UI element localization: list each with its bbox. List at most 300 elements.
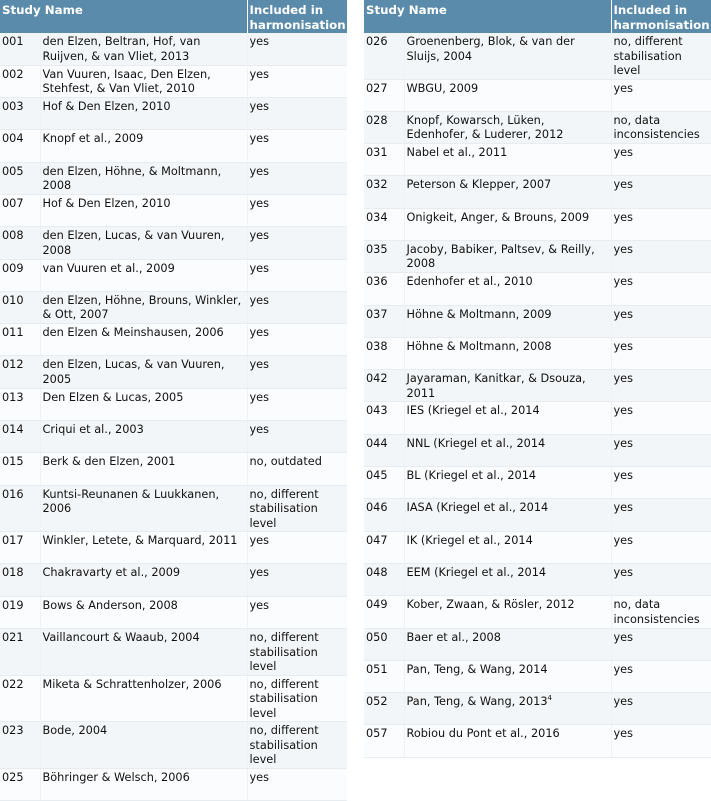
study-id-text: 048 [366, 565, 388, 579]
included-cell [247, 98, 347, 130]
study-id-text: 004 [2, 132, 24, 146]
included-cell [611, 531, 711, 563]
study-name-text: IK (Kriegel et al., 2014 [406, 533, 533, 547]
included-text: yes [613, 372, 634, 386]
included-cell [247, 675, 347, 722]
table-row [364, 499, 711, 531]
study-id-text: 011 [2, 326, 24, 340]
table-row [0, 324, 347, 356]
study-name-text: Robiou du Pont et al., 2016 [406, 727, 560, 741]
study-name-text: den Elzen, Höhne, & Moltmann, 2008 [42, 164, 222, 193]
study-id-text: 026 [366, 35, 388, 48]
study-id-cell [364, 563, 404, 595]
table-row [0, 421, 347, 453]
included-cell [611, 305, 711, 337]
study-id-cell [0, 65, 40, 97]
study-id-text: 003 [2, 100, 24, 114]
table-row [364, 563, 711, 595]
study-name-text: Höhne & Moltmann, 2008 [406, 339, 552, 353]
table-row [364, 176, 711, 208]
study-name-header[interactable]: Study Name [364, 0, 611, 33]
table-row [0, 485, 347, 532]
included-cell [247, 629, 347, 676]
study-id-cell [364, 434, 404, 466]
included-cell [247, 130, 347, 162]
included-header[interactable]: Included in harmonisation [611, 0, 711, 33]
study-id-cell [364, 208, 404, 240]
study-id-text: 057 [366, 727, 388, 741]
study-id-text: 019 [2, 598, 24, 612]
study-id-text: 037 [366, 307, 388, 321]
study-name-text: den Elzen, Beltran, Hof, van Ruijven, & van Vliet, 2013 [42, 35, 201, 63]
study-name-text: van Vuuren et al., 2009 [42, 261, 175, 275]
study-name-text: Winkler, Letete, & Marquard, 2011 [42, 534, 238, 548]
table-row [364, 725, 711, 757]
study-id-text: 052 [366, 695, 388, 709]
study-id-text: 002 [2, 67, 24, 81]
included-text: no, different stabilisation level [249, 487, 319, 530]
study-name-cell [404, 596, 611, 628]
included-cell [611, 628, 711, 660]
study-name-text: Groenenberg, Blok, & van der Sluijs, 2004 [406, 35, 575, 63]
included-text: yes [249, 770, 270, 784]
table-row [364, 596, 711, 628]
study-id-text: 051 [366, 662, 388, 676]
study-name-cell [40, 33, 247, 65]
study-name-text: Höhne & Moltmann, 2009 [406, 307, 552, 321]
study-id-cell [364, 467, 404, 499]
study-id-cell [364, 531, 404, 563]
study-name-cell [404, 402, 611, 434]
study-id-text: 009 [2, 261, 24, 275]
included-cell [611, 660, 711, 692]
study-name-cell [40, 194, 247, 226]
included-cell [611, 467, 711, 499]
table-row [0, 453, 347, 485]
included-cell [611, 337, 711, 369]
study-id-text: 018 [2, 566, 24, 580]
study-name-text: Pan, Teng, & Wang, 2013 [406, 695, 548, 709]
study-name-cell [40, 259, 247, 291]
study-name-text: Den Elzen & Lucas, 2005 [42, 390, 184, 404]
study-name-text: Jayaraman, Kanitkar, & Dsouza, 2011 [406, 372, 586, 400]
included-text: yes [249, 67, 270, 81]
table-row [364, 402, 711, 434]
study-name-cell [40, 356, 247, 388]
table-row [0, 768, 347, 800]
study-name-text: Bode, 2004 [42, 724, 108, 738]
study-name-cell [404, 111, 611, 143]
study-name-cell [40, 564, 247, 596]
study-name-text: Berk & den Elzen, 2001 [42, 455, 176, 469]
study-name-cell [40, 596, 247, 628]
included-cell [247, 421, 347, 453]
table-row [0, 130, 347, 162]
study-id-cell [364, 628, 404, 660]
table-row [0, 227, 347, 259]
study-id-cell [0, 324, 40, 356]
study-name-text: Baer et al., 2008 [406, 630, 501, 644]
included-cell [611, 111, 711, 143]
included-cell [247, 259, 347, 291]
included-text: yes [613, 727, 634, 741]
study-name-cell [404, 208, 611, 240]
included-text: yes [249, 35, 270, 48]
included-text: yes [613, 533, 634, 547]
study-id-text: 038 [366, 339, 388, 353]
study-id-cell [364, 660, 404, 692]
study-name-text: Vaillancourt & Waaub, 2004 [42, 631, 200, 645]
study-name-cell [40, 324, 247, 356]
study-id-text: 017 [2, 534, 24, 548]
study-name-cell [40, 629, 247, 676]
study-name-cell [40, 130, 247, 162]
study-id-cell [364, 305, 404, 337]
study-id-cell [0, 596, 40, 628]
included-text: yes [613, 178, 634, 192]
study-name-text: Hof & Den Elzen, 2010 [42, 100, 171, 114]
included-text: yes [249, 164, 270, 178]
study-id-cell [0, 532, 40, 564]
study-name-header[interactable]: Study Name [0, 0, 247, 33]
study-id-cell [0, 130, 40, 162]
included-text: yes [249, 423, 270, 437]
study-name-text: Nabel et al., 2011 [406, 146, 508, 160]
study-name-cell [404, 144, 611, 176]
study-name-text: Chakravarty et al., 2009 [42, 566, 181, 580]
study-id-cell [0, 453, 40, 485]
study-id-text: 016 [2, 487, 24, 501]
included-text: yes [613, 307, 634, 321]
study-id-cell [0, 33, 40, 65]
study-name-cell [40, 532, 247, 564]
included-cell [247, 194, 347, 226]
study-name-text: Jacoby, Babiker, Paltsev, & Reilly, 2008 [406, 242, 595, 271]
study-id-text: 034 [366, 210, 388, 224]
included-cell [247, 564, 347, 596]
study-id-cell [0, 388, 40, 420]
included-text: yes [613, 501, 634, 515]
included-cell [611, 273, 711, 305]
study-id-text: 021 [2, 631, 24, 645]
included-cell [247, 768, 347, 800]
included-text: no, outdated [249, 455, 322, 469]
study-id-cell [364, 240, 404, 272]
study-name-cell [404, 79, 611, 111]
table-body-right [364, 33, 711, 757]
table-row [0, 291, 347, 323]
included-cell [611, 79, 711, 111]
study-name-cell [40, 162, 247, 194]
included-text: yes [249, 326, 270, 340]
study-name-text: IES (Kriegel et al., 2014 [406, 404, 540, 418]
study-name-cell [40, 291, 247, 323]
study-name-cell [404, 434, 611, 466]
included-text: yes [613, 339, 634, 353]
included-cell [611, 693, 711, 725]
study-name-cell [404, 467, 611, 499]
included-cell [611, 499, 711, 531]
study-name-cell [40, 453, 247, 485]
included-cell [611, 33, 711, 79]
study-id-text: 028 [366, 113, 388, 127]
included-cell [611, 240, 711, 272]
included-cell [247, 291, 347, 323]
study-id-cell [364, 337, 404, 369]
study-id-text: 012 [2, 358, 24, 372]
included-cell [247, 532, 347, 564]
study-id-cell [364, 402, 404, 434]
study-id-cell [364, 725, 404, 757]
included-text: yes [249, 598, 270, 612]
study-id-text: 035 [366, 242, 388, 256]
included-text: no, different stabilisation level [249, 631, 319, 674]
table-row [364, 467, 711, 499]
study-id-text: 014 [2, 423, 24, 437]
study-name-text: EEM (Kriegel et al., 2014 [406, 565, 547, 579]
study-id-text: 023 [2, 724, 24, 738]
study-id-cell [0, 227, 40, 259]
table-row [364, 305, 711, 337]
study-name-text: Peterson & Klepper, 2007 [406, 178, 552, 192]
study-id-cell [364, 111, 404, 143]
study-id-cell [364, 176, 404, 208]
table-row [364, 660, 711, 692]
studies-table-left [0, 0, 347, 801]
table-row [0, 596, 347, 628]
study-name-text: Criqui et al., 2003 [42, 423, 144, 437]
study-name-cell [404, 240, 611, 272]
study-id-text: 013 [2, 390, 24, 404]
included-cell [247, 356, 347, 388]
table-row [364, 273, 711, 305]
study-id-text: 043 [366, 404, 388, 418]
table-row [0, 356, 347, 388]
table-row [364, 79, 711, 111]
study-id-text: 001 [2, 35, 24, 48]
studies-table-right [364, 0, 711, 758]
study-id-cell [0, 259, 40, 291]
study-name-cell [404, 660, 611, 692]
study-name-cell [404, 725, 611, 757]
study-id-cell [0, 356, 40, 388]
study-id-text: 046 [366, 501, 388, 515]
study-id-cell [364, 273, 404, 305]
included-text: yes [249, 293, 270, 307]
study-id-text: 031 [366, 146, 388, 160]
included-text: yes [613, 404, 634, 418]
included-text: yes [613, 436, 634, 450]
study-name-cell [404, 628, 611, 660]
study-name-text: Bows & Anderson, 2008 [42, 598, 178, 612]
study-name-text: Hof & Den Elzen, 2010 [42, 196, 171, 210]
included-cell [247, 453, 347, 485]
table-row [0, 675, 347, 722]
study-name-text: WBGU, 2009 [406, 81, 479, 95]
study-name-cell [40, 98, 247, 130]
included-cell [611, 144, 711, 176]
table-header-right [364, 0, 711, 33]
included-text: yes [249, 229, 270, 243]
study-name-text: Van Vuuren, Isaac, Den Elzen, Stehfest, & Van Vliet, 2010 [42, 67, 211, 96]
included-cell [611, 176, 711, 208]
study-name-text: den Elzen, Lucas, & van Vuuren, 2008 [42, 229, 225, 257]
study-id-cell [0, 98, 40, 130]
study-id-text: 005 [2, 164, 24, 178]
included-text: yes [249, 261, 270, 275]
study-name-cell [40, 485, 247, 532]
study-name-text: Kober, Zwaan, & Rösler, 2012 [406, 598, 575, 612]
included-text: yes [249, 132, 270, 146]
study-id-text: 049 [366, 598, 388, 612]
included-text: yes [613, 275, 634, 289]
table-row [364, 144, 711, 176]
study-name-cell [40, 675, 247, 722]
included-cell [611, 370, 711, 402]
included-text: yes [249, 390, 270, 404]
study-name-cell [404, 305, 611, 337]
table-row [0, 65, 347, 97]
study-id-text: 025 [2, 770, 24, 784]
table-row [0, 98, 347, 130]
study-id-cell [364, 33, 404, 79]
included-text: yes [613, 695, 634, 709]
study-name-text: NNL (Kriegel et al., 2014 [406, 436, 546, 450]
study-id-text: 032 [366, 178, 388, 192]
study-id-text: 044 [366, 436, 388, 450]
included-text: yes [613, 469, 634, 483]
study-id-cell [364, 79, 404, 111]
footnote-marker: 4 [547, 694, 553, 703]
study-name-cell [40, 65, 247, 97]
study-name-cell [40, 421, 247, 453]
included-text: yes [613, 146, 634, 160]
study-id-cell [0, 629, 40, 676]
study-id-cell [364, 693, 404, 725]
included-cell [247, 388, 347, 420]
study-name-cell [40, 388, 247, 420]
included-text: yes [249, 534, 270, 548]
included-cell [611, 402, 711, 434]
study-name-text: den Elzen, Höhne, Brouns, Winkler, & Ott, 2007 [42, 293, 242, 322]
study-id-cell [0, 291, 40, 323]
study-name-cell [404, 176, 611, 208]
study-name-cell [404, 693, 611, 725]
table-row [0, 388, 347, 420]
study-name-text: Knopf et al., 2009 [42, 132, 144, 146]
study-id-text: 007 [2, 196, 24, 210]
included-text: no, data inconsistencies [613, 113, 700, 142]
included-text: no, different stabilisation level [249, 677, 319, 720]
study-name-text: Pan, Teng, & Wang, 2014 [406, 662, 548, 676]
study-name-text: Böhringer & Welsch, 2006 [42, 770, 190, 784]
included-text: no, different stabilisation level [249, 724, 319, 767]
included-cell [247, 162, 347, 194]
study-id-text: 027 [366, 81, 388, 95]
study-name-text: Knopf, Kowarsch, Lüken, Edenhofer, & Luderer, 2012 [406, 113, 564, 142]
included-cell [247, 227, 347, 259]
included-text: no, data inconsistencies [613, 598, 700, 626]
included-header[interactable]: Included in harmonisation [247, 0, 347, 33]
study-name-text: den Elzen, Lucas, & van Vuuren, 2005 [42, 358, 225, 386]
included-cell [611, 208, 711, 240]
study-id-cell [0, 421, 40, 453]
study-id-cell [0, 194, 40, 226]
study-name-cell [404, 370, 611, 402]
table-row [364, 33, 711, 79]
table-row [364, 240, 711, 272]
study-id-cell [364, 370, 404, 402]
study-name-cell [404, 563, 611, 595]
study-name-text: BL (Kriegel et al., 2014 [406, 469, 537, 483]
included-cell [247, 596, 347, 628]
study-name-cell [40, 768, 247, 800]
included-cell [611, 434, 711, 466]
included-text: yes [249, 358, 270, 372]
study-name-text: Kuntsi-Reunanen & Luukkanen, 2006 [42, 487, 220, 516]
table-row [364, 370, 711, 402]
table-row [0, 259, 347, 291]
study-name-text: Miketa & Schrattenholzer, 2006 [42, 677, 222, 691]
study-id-cell [0, 162, 40, 194]
table-row [0, 194, 347, 226]
table-row [0, 162, 347, 194]
study-id-text: 015 [2, 455, 24, 469]
table-row [364, 693, 711, 725]
table-row [364, 337, 711, 369]
included-cell [247, 33, 347, 65]
study-id-text: 036 [366, 275, 388, 289]
study-name-cell [404, 531, 611, 563]
study-name-text: Edenhofer et al., 2010 [406, 275, 533, 289]
table-header-left [0, 0, 347, 33]
table-row [0, 564, 347, 596]
study-id-cell [364, 596, 404, 628]
included-cell [247, 324, 347, 356]
study-id-text: 045 [366, 469, 388, 483]
study-name-cell [404, 499, 611, 531]
included-text: yes [613, 81, 634, 95]
study-name-cell [404, 33, 611, 79]
study-name-cell [404, 337, 611, 369]
study-name-cell [404, 273, 611, 305]
included-text: yes [249, 196, 270, 210]
study-id-text: 022 [2, 677, 24, 691]
table-row [364, 434, 711, 466]
study-name-text: IASA (Kriegel et al., 2014 [406, 501, 549, 515]
study-id-cell [0, 675, 40, 722]
included-text: yes [613, 662, 634, 676]
table-body-left [0, 33, 347, 800]
included-cell [247, 485, 347, 532]
included-cell [247, 65, 347, 97]
study-id-cell [0, 485, 40, 532]
included-cell [611, 596, 711, 628]
study-id-cell [0, 564, 40, 596]
study-id-text: 008 [2, 229, 24, 243]
study-id-text: 042 [366, 372, 388, 386]
included-text: yes [249, 100, 270, 114]
study-name-text: Onigkeit, Anger, & Brouns, 2009 [406, 210, 590, 224]
study-id-text: 010 [2, 293, 24, 307]
included-text: yes [613, 630, 634, 644]
included-text: yes [613, 565, 634, 579]
included-text: yes [613, 242, 634, 256]
table-row [364, 628, 711, 660]
table-row [364, 111, 711, 143]
table-row [364, 208, 711, 240]
study-id-cell [364, 144, 404, 176]
